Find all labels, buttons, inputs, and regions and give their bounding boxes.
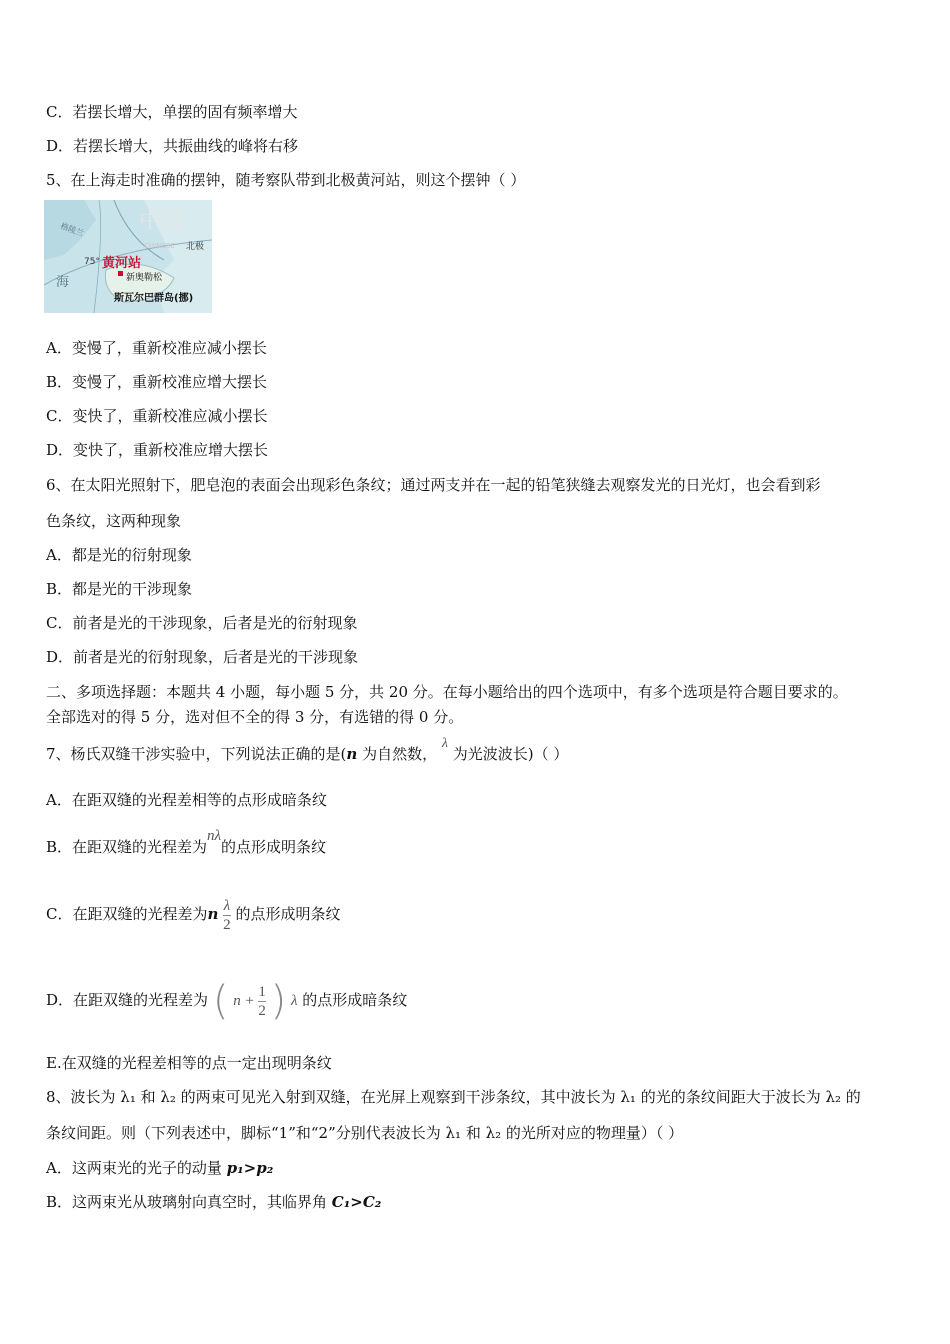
- q4-option-c: C．若摆长增大，单摆的固有频率增大: [46, 103, 298, 121]
- section-2-heading-2: 全部选对的得 5 分，选对但不全的得 3 分，有选错的得 0 分。: [46, 708, 464, 726]
- question-6-line-1: 6、在太阳光照射下，肥皂泡的表面会出现彩色条纹；通过两支并在一起的铅笔狭缝去观察发光的日光灯，也会看到彩: [46, 476, 821, 494]
- map-latitude: 75°: [84, 257, 100, 267]
- map-watermark-en: CHINESE: [144, 242, 175, 250]
- map-station-marker: [118, 271, 123, 276]
- q8-option-a: A．这两束光的光子的动量 p₁>p₂: [46, 1159, 274, 1177]
- question-6-line-2: 色条纹，这两种现象: [46, 512, 182, 530]
- map-watermark: 中国: [139, 209, 184, 234]
- map-station-label: 黄河站: [102, 256, 142, 271]
- q6-option-b: B．都是光的干涉现象: [46, 580, 193, 598]
- q5-option-a: A．变慢了，重新校准应减小摆长: [46, 339, 267, 357]
- fraction-lambda-over-2: $\frac{\lambda}{2}$: [223, 897, 231, 933]
- q7-option-a: A．在距双缝的光程差相等的点形成暗条纹: [46, 791, 327, 809]
- q5-option-c: C．变快了，重新校准应减小摆长: [46, 407, 268, 425]
- q6-option-c: C．前者是光的干涉现象，后者是光的衍射现象: [46, 614, 358, 632]
- q5-option-d: D．变快了，重新校准应增大摆长: [46, 441, 269, 459]
- q4-option-d: D．若摆长增大，共振曲线的峰将右移: [46, 137, 299, 155]
- q7-option-d: D．在距双缝的光程差为 ( n + $\frac{1}{2}$ ) λ 的点形成暗条纹: [46, 978, 408, 1024]
- q6-option-d: D．前者是光的衍射现象，后者是光的干涉现象: [46, 648, 359, 666]
- map-region-label: 格陵兰: [59, 221, 85, 239]
- q8-option-b: B．这两束光从玻璃射向真空时，其临界角 C₁>C₂: [46, 1193, 382, 1211]
- question-7: 7、杨氏双缝干涉实验中，下列说法正确的是(n 为自然数， λ 为光波波长)（ ）: [46, 736, 569, 763]
- map-sea-label: 海: [56, 275, 70, 290]
- question-5: 5、在上海走时准确的摆钟，随考察队带到北极黄河站，则这个摆钟（ ）: [46, 171, 526, 189]
- q7-option-e: E.在双缝的光程差相等的点一定出现明条纹: [46, 1054, 332, 1072]
- fraction-one-half: $\frac{1}{2}$: [258, 983, 266, 1019]
- q7-option-b: B．在距双缝的光程差为nλ的点形成明条纹: [46, 828, 327, 856]
- question-8-line-2: 条纹间距。则（下列表述中，脚标“1”和“2”分别代表波长为 λ₁ 和 λ₂ 的光所对应的物理量）（ ）: [46, 1124, 684, 1142]
- map-town-label: 新奥勒松: [126, 273, 163, 283]
- map-islands-label: 斯瓦尔巴群岛(挪): [114, 293, 194, 304]
- q7-option-c: C．在距双缝的光程差为n $\frac{\lambda}{2}$ 的点形成明条纹: [46, 897, 341, 933]
- section-2-heading-1: 二、多项选择题：本题共 4 小题，每小题 5 分，共 20 分。在每小题给出的四个选项中，有多个选项是符合题目要求的。: [46, 683, 848, 701]
- math-n-lambda: nλ: [207, 828, 222, 844]
- question-8-line-1: 8、波长为 λ₁ 和 λ₂ 的两束可见光入射到双缝，在光屏上观察到干涉条纹，其中波长为 λ₁ 的光的条纹间距大于波长为 λ₂ 的: [46, 1088, 861, 1106]
- arctic-map-image: [44, 200, 212, 313]
- lambda-symbol: λ: [441, 736, 448, 751]
- q6-option-a: A．都是光的衍射现象: [46, 546, 192, 564]
- map-pole-label: 北极: [186, 242, 205, 252]
- q5-option-b: B．变慢了，重新校准应增大摆长: [46, 373, 268, 391]
